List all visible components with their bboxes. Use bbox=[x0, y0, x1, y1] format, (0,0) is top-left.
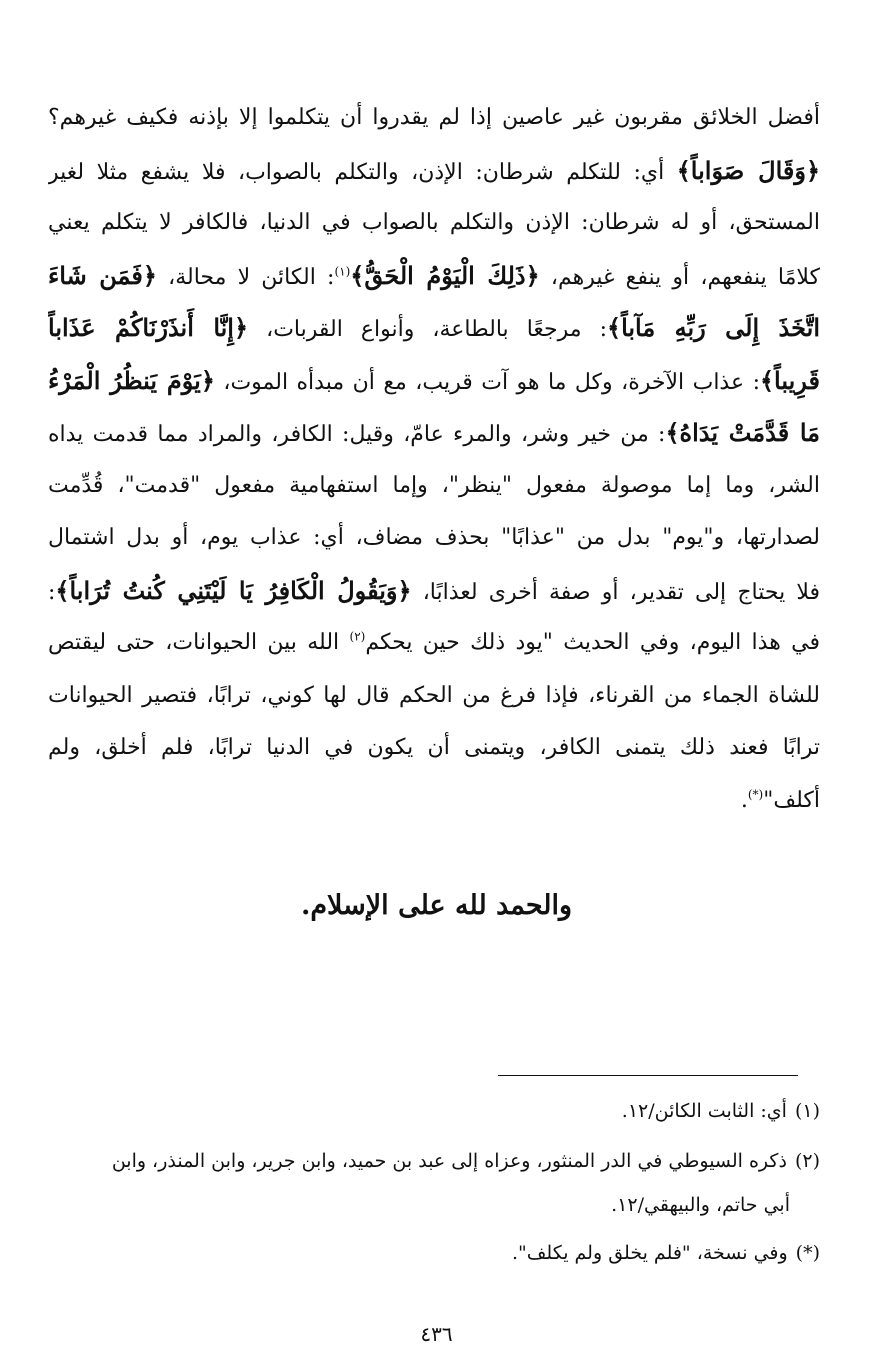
quran-verse: قَرِيباً﴾ bbox=[759, 365, 820, 395]
footnote-2-continued bbox=[48, 1192, 820, 1218]
quran-verse: ﴿وَيَقُولُ الْكَافِرُ يَا لَيْتَنِي كُنتُ تُرَاباً﴾ bbox=[55, 575, 412, 605]
text-run: فلا يحتاج إلى تقدير، أو صفة أخرى لعذابًا، bbox=[411, 579, 820, 605]
footnote-text: ذكره السيوطي في الدر المنثور، وعزاه إلى عبد بن حميد، وابن جرير، وابن المنذر، وابن bbox=[111, 1150, 787, 1172]
text-run: للشاة الجماء من القرناء، فإذا فرغ من الحكم قال لها كوني، ترابًا، فتصير الحيوانات bbox=[48, 682, 820, 708]
text-run: المستحق، أو له شرطان: الإذن والتكلم بالصواب في الدنيا، فالكافر لا يتكلم يعني bbox=[48, 210, 820, 235]
text-line bbox=[48, 512, 820, 565]
text-run: : مرجعًا بالطاعة، وأنواع القربات، bbox=[248, 317, 607, 342]
text-run: كلامًا ينفعهم، أو ينفع غيرهم، bbox=[539, 264, 820, 290]
text-run: أي: للتكلم شرطان: الإذن، والتكلم بالصواب، فلا يشفع مثلا لغير bbox=[48, 159, 677, 185]
quran-verse: ﴿فَمَن شَاءَ bbox=[48, 260, 157, 290]
page-number: ٤٣٦ bbox=[420, 1322, 453, 1346]
footnote-1 bbox=[48, 1098, 820, 1124]
text-line bbox=[48, 775, 820, 828]
text-line bbox=[48, 565, 820, 618]
footnote-number: (*) bbox=[795, 1242, 820, 1264]
quran-verse: ﴿ذَلِكَ الْيَوْمُ الْحَقُّ﴾ bbox=[350, 260, 540, 290]
quran-verse: ﴿وَقَالَ صَوَاباً﴾ bbox=[676, 155, 820, 185]
footnote-ref: (١) bbox=[334, 264, 351, 279]
text-line bbox=[48, 355, 820, 408]
text-line bbox=[48, 670, 820, 723]
footnote-text: أي: الثابت الكائن/١٢. bbox=[621, 1100, 787, 1122]
footnote-number: (١) bbox=[794, 1100, 820, 1122]
quran-verse: ﴿يَوْمَ يَنظُرُ الْمَرْءُ bbox=[48, 365, 215, 395]
text-line bbox=[48, 92, 820, 145]
text-line bbox=[48, 250, 820, 303]
closing-line: والحمد لله على الإسلام. bbox=[300, 890, 573, 921]
text-line bbox=[48, 460, 820, 513]
footnote-text: وفي نسخة، "فلم يخلق ولم يكلف". bbox=[511, 1242, 788, 1264]
text-run: أفضل الخلائق مقربون غير عاصين إذا لم يقدروا أن يتكلموا إلا بإذنه فكيف غيرهم؟ bbox=[48, 105, 820, 130]
footnote-ref: (*) bbox=[747, 787, 764, 802]
text-line bbox=[48, 197, 820, 250]
text-run: أكلف" bbox=[763, 787, 820, 813]
text-run: . bbox=[740, 787, 748, 813]
text-line bbox=[48, 722, 820, 775]
footnote-number: (٢) bbox=[794, 1150, 820, 1172]
text-line bbox=[48, 302, 820, 355]
text-run: : bbox=[48, 579, 56, 605]
footnote-text: أبي حاتم، والبيهقي/١٢. bbox=[611, 1194, 790, 1216]
footnote-star bbox=[48, 1240, 820, 1266]
text-run: : من خير وشر، والمرء عامّ، وقيل: الكافر، والمراد مما قدمت يداه bbox=[48, 422, 666, 447]
text-run: الله بين الحيوانات، حتى ليقتص bbox=[48, 630, 350, 655]
text-line bbox=[48, 145, 820, 198]
text-line bbox=[48, 617, 820, 670]
text-run: : الكائن لا محالة، bbox=[156, 264, 335, 290]
text-line bbox=[48, 407, 820, 460]
footnote-ref: (٢) bbox=[349, 629, 366, 644]
body-text bbox=[48, 92, 820, 827]
text-run: ترابًا فعند ذلك يتمنى الكافر، ويتمنى أن يكون في الدنيا ترابًا، فلم أخلق، ولم bbox=[48, 735, 820, 760]
quran-verse: اتَّخَذَ إِلَى رَبِّهِ مَآباً﴾ bbox=[607, 313, 820, 342]
text-run: في هذا اليوم، وفي الحديث "يود ذلك حين يحكم bbox=[365, 630, 820, 655]
quran-verse: ﴿إِنَّا أَنذَرْنَاكُمْ عَذَاباً bbox=[48, 313, 249, 342]
quran-verse: مَا قَدَّمَتْ يَدَاهُ﴾ bbox=[665, 418, 820, 447]
text-run: لصدارتها، و"يوم" بدل من "عذابًا" بحذف مضاف، أي: عذاب يوم، أو بدل اشتمال bbox=[48, 525, 820, 550]
footnote-separator bbox=[498, 1075, 798, 1076]
text-run: : عذاب الآخرة، وكل ما هو آت قريب، مع أن مبدأه الموت، bbox=[214, 369, 760, 395]
footnote-2 bbox=[48, 1148, 820, 1174]
text-run: الشر، وما إما موصولة مفعول "ينظر"، وإما استفهامية مفعول "قدمت"، قُدِّمت bbox=[48, 472, 820, 498]
